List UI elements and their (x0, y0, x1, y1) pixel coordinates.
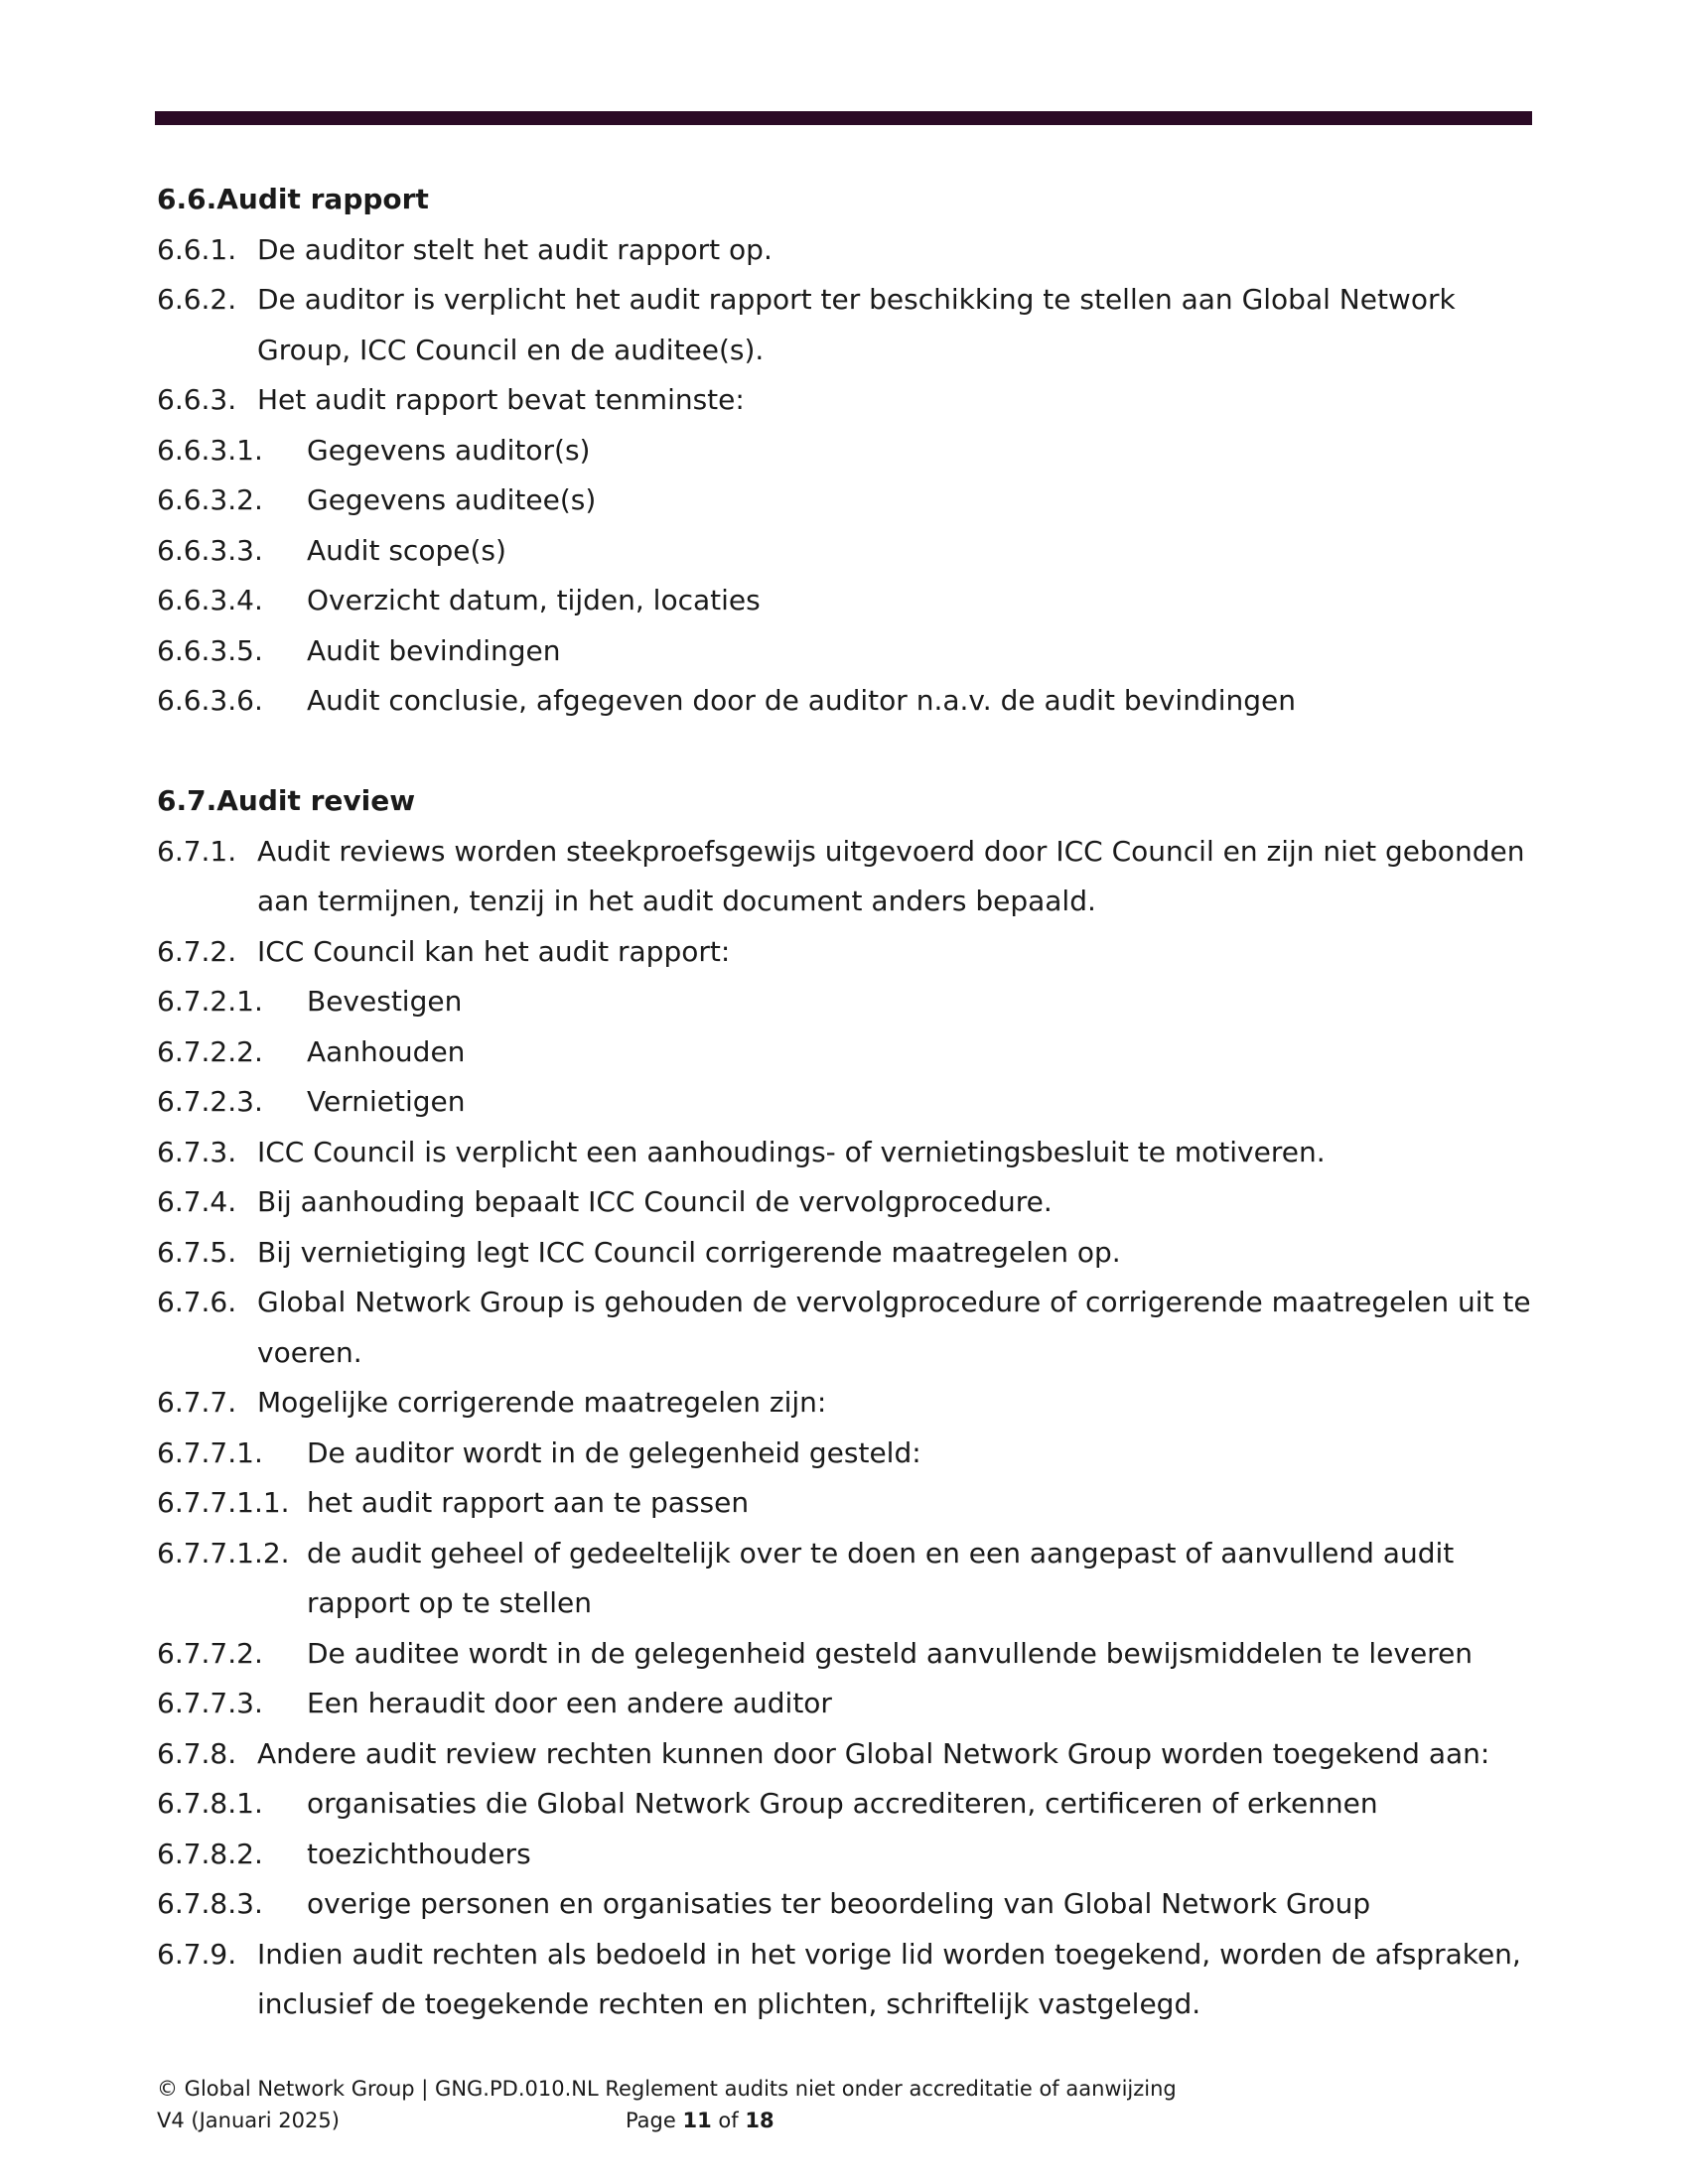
list-item-6-7-7 (157, 1378, 1537, 1429)
page-footer (157, 2073, 1177, 2136)
list-item-6-7-7-1 (157, 1429, 1537, 1479)
item-text: De auditor wordt in de gelegenheid gesteld: (307, 1435, 921, 1469)
page-total: 18 (745, 2109, 774, 2132)
item-number: 6.7.7.1.2. (157, 1536, 290, 1570)
list-item-6-7-7-1-1 (157, 1478, 1537, 1529)
item-text: Gegevens auditee(s) (307, 483, 597, 516)
item-number: 6.7.7.1.1. (157, 1486, 290, 1519)
item-number: 6.7.1. (157, 834, 237, 868)
page-label: Page (625, 2109, 676, 2132)
list-item-6-7-2-2 (157, 1027, 1537, 1078)
section-heading-audit-rapport: 6.6.Audit rapport (157, 183, 429, 215)
item-number: 6.7.2.1. (157, 985, 263, 1018)
item-text: overige personen en organisaties ter beoordeling van Global Network Group (307, 1887, 1371, 1920)
item-number: 6.6.3.3. (157, 533, 263, 567)
item-text-continued: inclusief de toegekende rechten en plichten, schriftelijk vastgelegd. (257, 1987, 1201, 2020)
item-number: 6.7.7. (157, 1386, 237, 1419)
list-item-6-7-8 (157, 1729, 1537, 1780)
list-item-6-6-3-1 (157, 426, 1537, 477)
item-text: de audit geheel of gedeeltelijk over te doen en een aangepast of aanvullend audit (307, 1536, 1455, 1570)
list-item-6-7-2-3 (157, 1077, 1537, 1128)
item-text: Bij aanhouding bepaalt ICC Council de vervolgprocedure. (257, 1185, 1053, 1218)
list-item-6-6-3-2 (157, 476, 1537, 526)
item-text: Global Network Group is gehouden de vervolgprocedure of corrigerende maatregelen uit te (257, 1286, 1531, 1318)
list-item-6-6-3-4 (157, 576, 1537, 626)
item-number: 6.7.9. (157, 1937, 237, 1971)
item-text: Vernietigen (307, 1085, 466, 1118)
item-number: 6.7.8.2. (157, 1837, 263, 1870)
section-heading-audit-review: 6.7.Audit review (157, 784, 416, 817)
item-text: het audit rapport aan te passen (307, 1486, 750, 1519)
item-number: 6.7.8.3. (157, 1887, 263, 1920)
item-text: Een heraudit door een andere auditor (307, 1687, 832, 1719)
item-text: organisaties die Global Network Group accrediteren, certificeren of erkennen (307, 1787, 1378, 1820)
header-rule (155, 111, 1532, 125)
item-text: ICC Council is verplicht een aanhoudings- of vernietingsbesluit te motiveren. (257, 1135, 1326, 1168)
item-number: 6.7.2.2. (157, 1034, 263, 1068)
item-text: Audit bevindingen (307, 633, 561, 667)
page-of: of (718, 2109, 739, 2132)
item-text: Aanhouden (307, 1034, 466, 1068)
item-number: 6.6.3.1. (157, 433, 263, 467)
item-text-continued: voeren. (257, 1335, 362, 1369)
list-item-6-6-3-6 (157, 676, 1537, 727)
list-item-6-7-8-3 (157, 1879, 1537, 1930)
item-number: 6.7.8. (157, 1736, 237, 1770)
list-item-6-7-3 (157, 1128, 1537, 1178)
item-text: Andere audit review rechten kunnen door Global Network Group worden toegekend aan: (257, 1736, 1490, 1770)
list-item-6-7-9 (157, 1930, 1537, 2030)
item-text: Gegevens auditor(s) (307, 433, 591, 467)
item-number: 6.7.4. (157, 1185, 237, 1218)
item-text-continued: rapport op te stellen (307, 1586, 592, 1619)
list-item-6-7-8-2 (157, 1830, 1537, 1880)
item-text: Bevestigen (307, 985, 463, 1018)
item-text: Overzicht datum, tijden, locaties (307, 584, 761, 616)
item-number: 6.7.7.1. (157, 1435, 263, 1469)
item-text-continued: aan termijnen, tenzij in het audit document anders bepaald. (257, 885, 1096, 917)
item-number: 6.6.3.6. (157, 684, 263, 717)
list-item-6-6-1 (157, 225, 1537, 276)
list-item-6-7-2-1 (157, 977, 1537, 1027)
item-text: Mogelijke corrigerende maatregelen zijn: (257, 1386, 827, 1419)
item-number: 6.7.2. (157, 934, 237, 968)
item-number: 6.7.8.1. (157, 1787, 263, 1820)
item-text: Indien audit rechten als bedoeld in het vorige lid worden toegekend, worden de afspraken, (257, 1937, 1521, 1971)
item-number: 6.6.3.4. (157, 584, 263, 616)
section-spacer (157, 727, 1537, 777)
item-text: Het audit rapport bevat tenminste: (257, 383, 745, 416)
list-item-6-7-7-3 (157, 1679, 1537, 1729)
item-number: 6.7.6. (157, 1286, 237, 1318)
item-number: 6.6.2. (157, 283, 237, 316)
list-item-6-7-7-2 (157, 1629, 1537, 1680)
item-number: 6.6.3.5. (157, 633, 263, 667)
item-number: 6.6.1. (157, 232, 237, 266)
item-text: De auditor stelt het audit rapport op. (257, 232, 773, 266)
list-item-6-7-8-1 (157, 1779, 1537, 1830)
list-item-6-7-2 (157, 927, 1537, 978)
item-text-continued: Group, ICC Council en de auditee(s). (257, 333, 765, 366)
list-item-6-7-6 (157, 1278, 1537, 1378)
list-item-6-6-2 (157, 275, 1537, 375)
list-item-6-7-7-1-2 (157, 1529, 1537, 1629)
item-number: 6.6.3. (157, 383, 237, 416)
item-text: ICC Council kan het audit rapport: (257, 934, 731, 968)
page-current: 11 (682, 2109, 712, 2132)
list-item-6-6-3-5 (157, 626, 1537, 677)
list-item-6-7-1 (157, 827, 1537, 927)
footer-version-line (157, 2105, 1177, 2136)
item-number: 6.7.7.3. (157, 1687, 263, 1719)
list-item-6-6-3 (157, 375, 1537, 426)
document-body (157, 175, 1537, 2030)
list-item-6-7-5 (157, 1228, 1537, 1279)
item-text: De auditee wordt in de gelegenheid gesteld aanvullende bewijsmiddelen te leveren (307, 1636, 1474, 1670)
item-text: Audit scope(s) (307, 533, 506, 567)
list-item-6-6-3-3 (157, 526, 1537, 577)
item-text: toezichthouders (307, 1837, 531, 1870)
footer-copyright: © Global Network Group | GNG.PD.010.NL Reglement audits niet onder accreditatie of aanwijzing (157, 2077, 1177, 2101)
list-item-6-7-4 (157, 1177, 1537, 1228)
item-number: 6.7.5. (157, 1235, 237, 1269)
item-number: 6.7.7.2. (157, 1636, 263, 1670)
footer-version: V4 (Januari 2025) (157, 2109, 340, 2132)
item-text: Audit reviews worden steekproefsgewijs uitgevoerd door ICC Council en zijn niet gebonden (257, 834, 1525, 868)
item-number: 6.6.3.2. (157, 483, 263, 516)
item-number: 6.7.3. (157, 1135, 237, 1168)
item-text: De auditor is verplicht het audit rapport ter beschikking te stellen aan Global Network (257, 283, 1456, 316)
page-number (626, 2109, 774, 2132)
item-text: Audit conclusie, afgegeven door de auditor n.a.v. de audit bevindingen (307, 684, 1296, 717)
item-text: Bij vernietiging legt ICC Council corrigerende maatregelen op. (257, 1235, 1121, 1269)
item-number: 6.7.2.3. (157, 1085, 263, 1118)
